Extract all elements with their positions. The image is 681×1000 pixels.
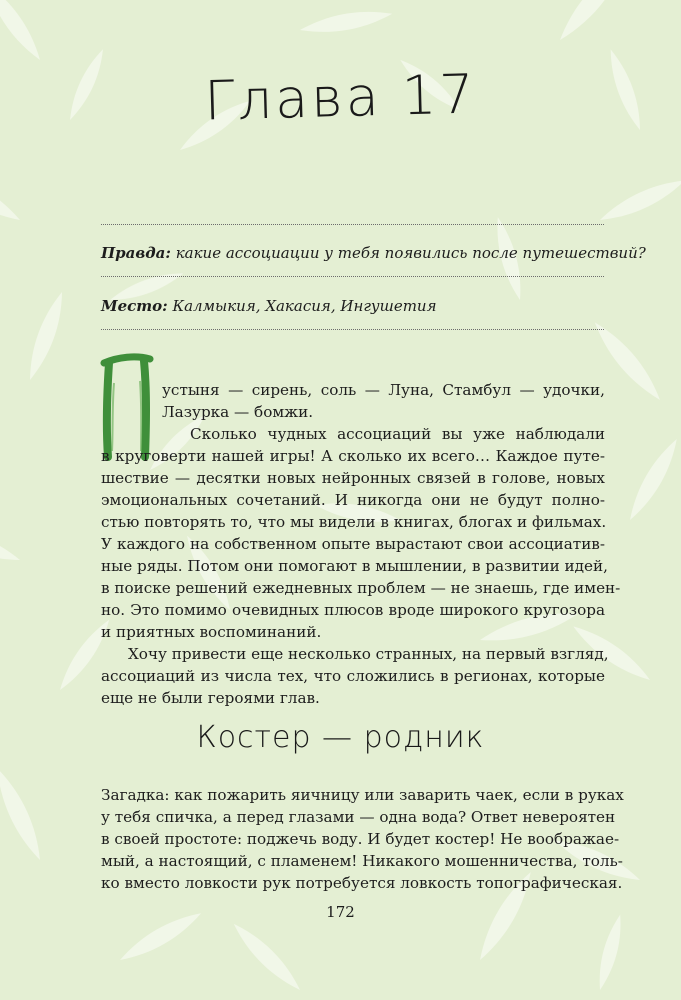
section-line: мый, а настоящий, с пламенем! Никакого мошенничества, толь- xyxy=(101,852,623,870)
body-line: ные ряды. Потом они помогают в мышлении, в развитии идей, xyxy=(101,557,608,575)
body-line: и приятных воспоминаний. xyxy=(101,623,322,641)
body-line: стью повторять то, что мы видели в книгах, блогах и фильмах. xyxy=(101,513,607,531)
body-line: в круговерти нашей игры! А сколько их всего… Каждое путе- xyxy=(101,447,605,465)
svg-text:П: П xyxy=(100,353,101,354)
dotted-divider xyxy=(101,224,604,225)
body-line: устыня — сирень, соль — Луна, Стамбул — удочки, xyxy=(162,381,605,399)
field-truth-label: Правда: xyxy=(101,244,171,262)
field-place xyxy=(101,297,621,315)
body-line: Хочу привести еще несколько странных, на первый взгляд, xyxy=(128,645,609,663)
section-line: в своей простоте: поджечь воду. И будет костер! Не воображае- xyxy=(101,830,620,848)
field-truth-text: какие ассоциации у тебя появились после путешествий? xyxy=(170,244,646,262)
dotted-divider xyxy=(101,329,604,330)
body-line: шествие — десятки новых нейронных связей в голове, новых xyxy=(101,469,605,487)
field-truth xyxy=(101,244,646,262)
body-line: Сколько чудных ассоциаций вы уже наблюдали xyxy=(190,425,605,443)
section-line: ко вместо ловкости рук потребуется ловкость топографическая. xyxy=(101,874,623,892)
body-line: эмоциональных сочетаний. И никогда они не будут полно- xyxy=(101,491,605,509)
section-line: Загадка: как пожарить яичницу или заварить чаек, если в руках xyxy=(101,786,624,804)
page-number: 172 xyxy=(326,903,355,921)
body-line: ассоциаций из числа тех, что сложились в регионах, которые xyxy=(101,667,605,685)
chapter-title: Глава 17 xyxy=(203,62,478,133)
section-line: у тебя спичка, а перед глазами — одна вода? Ответ невероятен xyxy=(101,808,616,826)
body-line: Лазурка — бомжи. xyxy=(162,403,314,421)
body-line: но. Это помимо очевидных плюсов вроде широкого кругозора xyxy=(101,601,605,619)
field-place-label: Место: xyxy=(101,297,168,315)
field-place-text: Калмыкия, Хакасия, Ингушетия xyxy=(167,297,437,315)
dotted-divider xyxy=(101,276,604,277)
body-line: еще не были героями глав. xyxy=(101,689,320,707)
section-title: Костер — родник xyxy=(196,720,485,755)
body-line: У каждого на собственном опыте вырастают свои ассоциатив- xyxy=(101,535,605,553)
body-line: в поиске решений ежедневных проблем — не знаешь, где имен- xyxy=(101,579,621,597)
